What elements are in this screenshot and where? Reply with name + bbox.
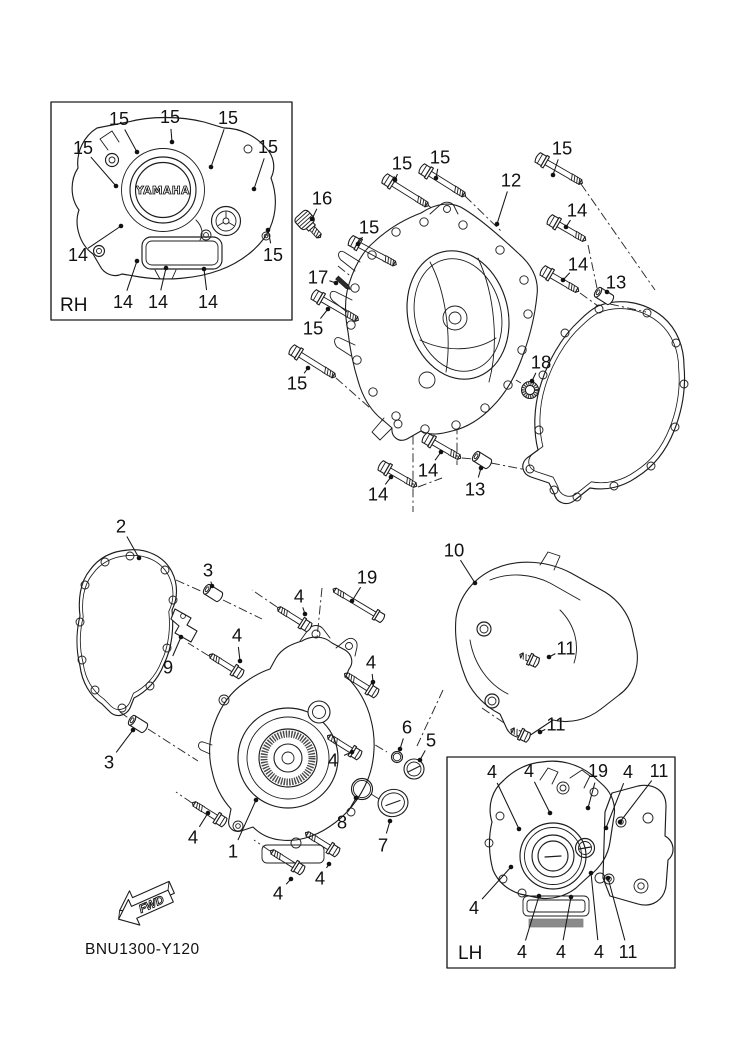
callout-leader bbox=[352, 587, 361, 601]
callout-15: 15 bbox=[391, 152, 413, 174]
callout-dot bbox=[439, 450, 444, 455]
callout-dot bbox=[479, 466, 484, 471]
callout-dot bbox=[119, 224, 124, 229]
crankcase-cover-12-part bbox=[330, 202, 537, 440]
callout-18: 18 bbox=[530, 351, 552, 373]
callout-dot bbox=[303, 612, 308, 617]
callout-dot bbox=[326, 307, 331, 312]
callout-dot bbox=[164, 266, 169, 271]
callout-leader bbox=[91, 157, 116, 186]
callout-1: 1 bbox=[227, 840, 239, 862]
callout-leader bbox=[254, 158, 264, 189]
callout-4: 4 bbox=[187, 826, 199, 848]
callout-13: 13 bbox=[605, 271, 627, 293]
callout-4: 4 bbox=[293, 585, 305, 607]
callout-4: 4 bbox=[516, 942, 528, 962]
callout-dot bbox=[350, 750, 355, 755]
callout-4: 4 bbox=[272, 882, 284, 904]
callout-4: 4 bbox=[314, 867, 326, 889]
callout-dot bbox=[389, 475, 394, 480]
callout-leader bbox=[199, 813, 208, 827]
callout-dot bbox=[254, 798, 259, 803]
callout-7: 7 bbox=[377, 834, 389, 856]
callout-14: 14 bbox=[566, 199, 588, 221]
oil-cap-16 bbox=[293, 209, 326, 243]
callout-dot bbox=[393, 178, 398, 183]
callout-dot bbox=[537, 894, 542, 899]
callout-leader bbox=[116, 730, 133, 752]
dowel-3 bbox=[127, 714, 149, 733]
sprocket-cover-10-part bbox=[456, 552, 638, 738]
main-view bbox=[287, 138, 688, 513]
bolt-4 bbox=[274, 603, 313, 634]
callout-14: 14 bbox=[197, 292, 219, 312]
callout-leader bbox=[127, 536, 139, 558]
callout-dot bbox=[266, 228, 271, 233]
callout-19: 19 bbox=[587, 761, 609, 781]
callout-dot bbox=[517, 827, 522, 832]
rh-gasket-part bbox=[523, 302, 688, 504]
callout-dot bbox=[209, 165, 214, 170]
callout-leader bbox=[125, 130, 137, 152]
callout-dot bbox=[371, 680, 376, 685]
callout-11: 11 bbox=[556, 637, 576, 659]
callout-leader bbox=[204, 269, 207, 290]
bolt-4 bbox=[302, 828, 341, 859]
callout-16: 16 bbox=[311, 187, 333, 209]
callout-14: 14 bbox=[112, 292, 134, 312]
callout-dot bbox=[418, 758, 423, 763]
callout-dot bbox=[495, 222, 500, 227]
callout-14: 14 bbox=[67, 245, 89, 265]
callout-6: 6 bbox=[401, 716, 413, 738]
callout-15: 15 bbox=[429, 146, 451, 168]
callout-dot bbox=[131, 728, 136, 733]
bracket-9-part bbox=[171, 609, 197, 642]
callout-4: 4 bbox=[486, 762, 498, 782]
callout-12: 12 bbox=[500, 169, 522, 191]
callout-dot bbox=[334, 281, 339, 286]
callout-dot bbox=[398, 747, 403, 752]
callout-17: 17 bbox=[307, 266, 329, 288]
callout-14: 14 bbox=[367, 483, 389, 505]
callout-dot bbox=[135, 150, 140, 155]
yamaha-logo: YAMAHA bbox=[136, 185, 190, 197]
callout-11: 11 bbox=[649, 761, 669, 781]
callout-4: 4 bbox=[593, 942, 605, 962]
callout-dot bbox=[434, 176, 439, 181]
callout-13: 13 bbox=[464, 478, 486, 500]
callout-leader bbox=[553, 159, 558, 175]
callout-4: 4 bbox=[622, 762, 634, 782]
callout-leader bbox=[608, 878, 625, 940]
callout-dot bbox=[306, 366, 311, 371]
fwd-arrow-label: FWD bbox=[137, 894, 167, 916]
lh-inset bbox=[447, 757, 675, 968]
callout-19: 19 bbox=[356, 566, 378, 588]
lh-cover-art bbox=[485, 761, 673, 927]
callout-dot bbox=[206, 811, 211, 816]
callout-dot bbox=[252, 187, 257, 192]
callout-4: 4 bbox=[327, 749, 339, 771]
callout-4: 4 bbox=[231, 624, 243, 646]
rh-view-label: RH bbox=[60, 295, 88, 316]
callout-15: 15 bbox=[108, 109, 130, 129]
lh-callouts bbox=[469, 761, 668, 962]
callout-dot bbox=[473, 581, 478, 586]
callout-dot bbox=[114, 184, 119, 189]
bolt-15 bbox=[417, 162, 469, 201]
callout-15: 15 bbox=[159, 107, 181, 127]
callout-leader bbox=[525, 896, 539, 941]
callout-3: 3 bbox=[202, 559, 214, 581]
callout-dot bbox=[310, 217, 315, 222]
callout-dot bbox=[589, 871, 594, 876]
callout-leader bbox=[563, 897, 571, 940]
callout-dot bbox=[604, 826, 609, 831]
callout-dot bbox=[350, 599, 355, 604]
callout-8: 8 bbox=[336, 811, 348, 833]
lh-inset-border bbox=[447, 757, 675, 968]
callout-dot bbox=[530, 379, 535, 384]
callout-4: 4 bbox=[523, 761, 535, 781]
callout-4: 4 bbox=[468, 898, 480, 918]
callout-dot bbox=[586, 806, 591, 811]
callout-14: 14 bbox=[417, 459, 439, 481]
callout-3: 3 bbox=[103, 751, 115, 773]
callout-15: 15 bbox=[302, 317, 324, 339]
callout-5: 5 bbox=[425, 729, 437, 751]
bolt-15 bbox=[380, 172, 432, 211]
lower-view bbox=[76, 516, 637, 904]
callout-leader bbox=[460, 560, 475, 583]
callout-15: 15 bbox=[286, 372, 308, 394]
callout-14: 14 bbox=[567, 253, 589, 275]
callout-dot bbox=[618, 820, 623, 825]
callout-dot bbox=[388, 819, 393, 824]
callout-15: 15 bbox=[217, 108, 239, 128]
callout-leader bbox=[173, 637, 181, 656]
bolt-4 bbox=[267, 846, 306, 877]
callout-11: 11 bbox=[546, 713, 566, 735]
callout-4: 4 bbox=[365, 651, 377, 673]
callout-dot bbox=[202, 267, 207, 272]
callout-dot bbox=[564, 225, 569, 230]
callout-9: 9 bbox=[162, 656, 174, 678]
rh-inset bbox=[51, 102, 292, 320]
fwd-arrow bbox=[110, 875, 181, 932]
cap-7 bbox=[375, 786, 411, 819]
callout-dot bbox=[135, 259, 140, 264]
callout-2: 2 bbox=[115, 515, 127, 537]
callout-dot bbox=[179, 635, 184, 640]
callout-11: 11 bbox=[618, 942, 638, 962]
callout-dot bbox=[561, 278, 566, 283]
callout-leader bbox=[497, 191, 507, 224]
callout-dot bbox=[538, 730, 543, 735]
callout-dot bbox=[356, 242, 361, 247]
drawing-code: BNU1300-Y120 bbox=[85, 941, 200, 958]
callout-dot bbox=[170, 140, 175, 145]
callout-dot bbox=[238, 659, 243, 664]
callout-leader bbox=[588, 783, 595, 808]
callout-dot bbox=[548, 811, 553, 816]
callout-leader bbox=[482, 867, 511, 899]
callout-leader bbox=[88, 226, 121, 248]
seal-18 bbox=[522, 382, 539, 399]
callout-dot bbox=[210, 584, 215, 589]
callout-15: 15 bbox=[262, 245, 284, 265]
rh-callouts bbox=[68, 107, 283, 312]
lh-view-label: LH bbox=[458, 943, 483, 964]
callout-dot bbox=[606, 876, 611, 881]
lh-gasket-part-2 bbox=[76, 550, 177, 716]
callout-leader bbox=[497, 783, 519, 829]
callout-15: 15 bbox=[72, 138, 94, 158]
callout-15: 15 bbox=[551, 137, 573, 159]
callout-dot bbox=[509, 865, 514, 870]
callout-4: 4 bbox=[555, 942, 567, 962]
callout-dot bbox=[327, 862, 332, 867]
callout-dot bbox=[289, 877, 294, 882]
callout-dot bbox=[551, 173, 556, 178]
callout-15: 15 bbox=[358, 216, 380, 238]
callout-leader bbox=[211, 129, 224, 167]
callout-leader bbox=[534, 782, 550, 813]
callout-dot bbox=[547, 655, 552, 660]
callout-14: 14 bbox=[147, 292, 169, 312]
callout-leader bbox=[591, 873, 598, 940]
callout-dot bbox=[137, 556, 142, 561]
callout-10: 10 bbox=[443, 539, 465, 561]
callout-dot bbox=[354, 796, 359, 801]
callout-dot bbox=[569, 895, 574, 900]
callout-15: 15 bbox=[257, 137, 279, 157]
